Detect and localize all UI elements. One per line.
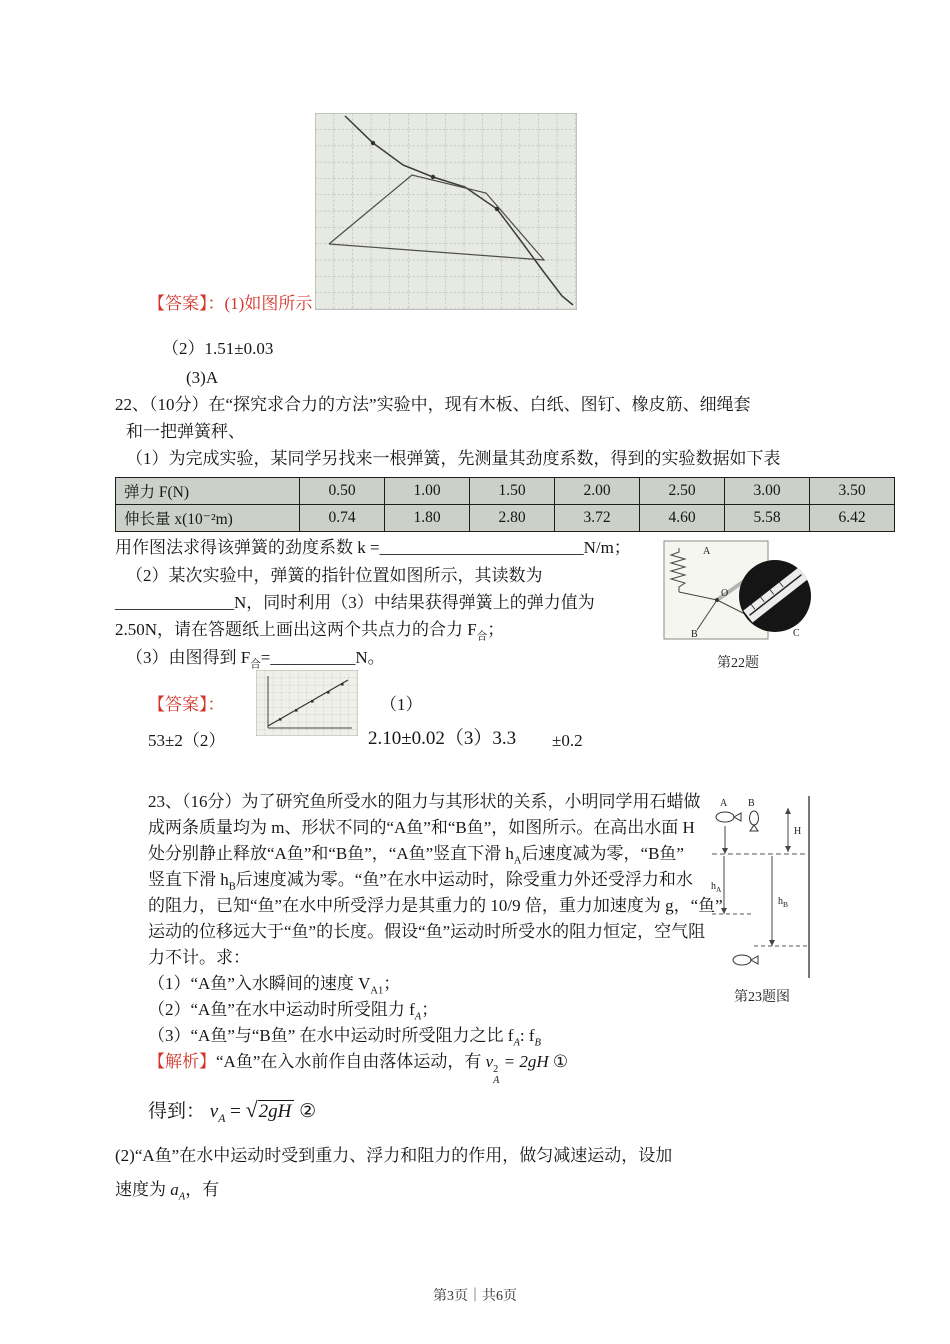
q23-item3 (148, 1025, 541, 1050)
figure-q23 (710, 796, 814, 1006)
q22-part2-line3 (115, 619, 504, 644)
data-point (295, 709, 298, 712)
q22-figure-svg (663, 540, 813, 644)
answer22-graph (256, 670, 358, 741)
table-cell: 5.58 (725, 505, 810, 532)
q22-k-blank-line: 用作图法求得该弹簧的劲度系数 k =________________________N/m； (115, 538, 631, 557)
h-a-subscript: A (513, 855, 522, 867)
text-segment: （3）“A鱼”与“B鱼” 在水中运动时所受阻力之比 f (148, 1026, 514, 1045)
f-he-subscript: 合 (476, 631, 488, 643)
table-cell: 1.80 (385, 505, 470, 532)
arrowhead (785, 846, 791, 852)
h-b-sub: B (783, 900, 789, 909)
text-segment: =__________N。 (260, 648, 385, 667)
a-symbol: a (170, 1180, 179, 1199)
q22-data-table (115, 477, 895, 532)
radicand: 2gH (258, 1100, 295, 1122)
equals-sign: = (230, 1101, 241, 1122)
v-exponent: 2 (493, 1064, 499, 1076)
table-cell: 2.50 (640, 478, 725, 505)
table-cell: 2.80 (470, 505, 555, 532)
answer22-label: 【答案】： (148, 695, 225, 714)
f-a-subscript: A (414, 1011, 422, 1023)
text-segment: 速度为 (115, 1180, 171, 1199)
solution-text: “A鱼”在入水前作自由落体运动，有 (216, 1052, 482, 1071)
table-row-force (116, 478, 895, 505)
v-subscript: A (493, 1074, 500, 1086)
data-point (341, 683, 344, 686)
table-header-force: 弹力 F(N) (116, 478, 300, 505)
q23-item1 (148, 973, 400, 998)
q23-line4 (148, 869, 693, 894)
v-symbol: v (209, 1101, 219, 1122)
answer22-seg2: 2.10±0.02（3）3.3 (368, 728, 517, 749)
answer21-line2: （2）1.51±0.03 (162, 339, 274, 358)
fish-a-icon (716, 812, 741, 822)
figure-q23-caption: 第23题图 (734, 990, 790, 1005)
equation-rhs: = 2gH (503, 1052, 549, 1071)
text-segment: 2.50N，请在答题纸上画出这两个共点力的合力 F (115, 620, 477, 639)
f-a-subscript: A (513, 1037, 520, 1049)
q22-data-table-wrap (115, 477, 895, 532)
v-symbol: v (485, 1052, 494, 1071)
text-segment: 竖直下滑 h (148, 870, 229, 889)
label-h-b (778, 896, 788, 909)
label-h: H (794, 826, 802, 837)
figure-q22-caption: 第22题 (717, 656, 759, 671)
solution-line1 (148, 1051, 568, 1087)
text-segment: : f (519, 1026, 535, 1045)
top-graph-svg (315, 113, 577, 310)
table-row-extension (116, 505, 895, 532)
q22-intro-line2: 和一把弹簧秤、 (126, 422, 245, 441)
arrowhead (722, 848, 728, 854)
table-cell: 1.50 (470, 478, 555, 505)
f-b-subscript: B (534, 1037, 541, 1049)
q22-intro-line1: 22、（10分）在“探究求合力的方法”实验中，现有木板、白纸、图钉、橡皮筋、细绳套 (115, 395, 751, 414)
solution-label: 【解析】 (148, 1052, 216, 1071)
answer22-seg1: 53±2（2） (148, 731, 226, 750)
data-point (327, 691, 330, 694)
graph-grid (316, 114, 576, 309)
text-segment: 后速度减为零，“B鱼” (521, 844, 684, 863)
text-segment: 处分别静止释放“A鱼”和“B鱼”，“A鱼”竖直下滑 h (148, 844, 514, 863)
text-segment: 后速度减为零。“鱼”在水中运动时，除受重力外还受浮力和水 (235, 870, 693, 889)
text-segment: ； (487, 620, 505, 639)
label-c: C (793, 628, 800, 639)
equation-number-2: ② (299, 1101, 317, 1122)
q23-line1: 23、（16分）为了研究鱼所受水的阻力与其形状的关系，小明同学用石蜡做 (148, 792, 701, 811)
answer22-seg3: ±0.2 (552, 731, 583, 750)
table-cell: 6.42 (810, 505, 895, 532)
q23-item2 (148, 999, 438, 1024)
label-o: O (721, 588, 729, 599)
solution-part2-line2 (115, 1179, 219, 1204)
solution-text: 得到： (148, 1101, 206, 1122)
table-header-extension: 伸长量 x(10⁻²m) (116, 505, 300, 532)
graph-point (431, 175, 435, 179)
answer22-graph-svg (256, 670, 358, 736)
text-segment: ； (421, 1000, 439, 1019)
text-segment: （3）由图得到 F (126, 648, 251, 667)
table-cell: 3.00 (725, 478, 810, 505)
point-o (715, 598, 719, 602)
solution-line2 (148, 1096, 316, 1126)
label-fish-a: A (720, 798, 728, 809)
figure-q22 (663, 540, 813, 672)
text-segment: （1）“A鱼”入水瞬间的速度 V (148, 974, 371, 993)
q23-line3 (148, 843, 684, 868)
q22-part1-line: （1）为完成实验，某同学另找来一根弹簧，先测量其劲度系数，得到的实验数据如下表 (126, 449, 781, 468)
table-cell: 2.00 (555, 478, 640, 505)
arrowhead (721, 908, 727, 914)
answer21-line1: 【答案】：(1)如图所示 (148, 294, 313, 313)
data-point (311, 700, 314, 703)
formula-v-squared (485, 1052, 549, 1086)
text-segment: （2）“A鱼”在水中运动时所受阻力 f (148, 1000, 415, 1019)
label-fish-b: B (748, 798, 755, 809)
page-footer: 第3页｜共6页 (433, 1289, 517, 1304)
h-symbol: h (711, 881, 716, 892)
radical-sign: √ (245, 1098, 258, 1122)
text-segment: ； (383, 974, 401, 993)
table-cell: 0.74 (300, 505, 385, 532)
q22-part2-line1: （2）某次实验中，弹簧的指针位置如图所示，其读数为 (126, 566, 543, 585)
h-symbol: h (778, 896, 783, 907)
table-cell: 1.00 (385, 478, 470, 505)
solution-part2-line1: (2)“A鱼”在水中运动时受到重力、浮力和阻力的作用，做匀减速运动，设加 (115, 1146, 673, 1165)
q23-line6: 运动的位移远大于“鱼”的长度。假设“鱼”运动时所受水的阻力恒定，空气阻 (148, 922, 706, 941)
table-cell: 0.50 (300, 478, 385, 505)
h-a-sub: A (716, 885, 722, 894)
v-a1-subscript: A1 (370, 985, 384, 997)
graph-point (371, 141, 375, 145)
fish-bottom-icon (733, 955, 758, 965)
sqrt-expression (245, 1098, 295, 1122)
q23-line5: 的阻力，已知“鱼”在水中所受浮力是其重力的 10/9 倍，重力加速度为 g，“鱼” (148, 896, 723, 915)
label-a: A (703, 546, 711, 557)
f-he-subscript: 合 (250, 659, 261, 671)
q23-figure-svg (710, 796, 812, 978)
fish-b-icon (750, 811, 759, 831)
formula-v-sqrt (209, 1098, 295, 1125)
label-h-a (711, 881, 722, 894)
q22-part3-line (126, 647, 385, 672)
answer21-line3: (3)A (186, 368, 219, 387)
arrowhead (785, 808, 791, 814)
label-b: B (691, 629, 698, 640)
q22-part2-line2: ______________N，同时利用（3）中结果获得弹簧上的弹力值为 (115, 593, 595, 612)
v-supsub (493, 1065, 499, 1086)
table-cell: 3.72 (555, 505, 640, 532)
text-segment: ，有 (185, 1180, 220, 1199)
table-cell: 4.60 (640, 505, 725, 532)
q23-line2: 成两条质量均为 m、形状不同的“A鱼”和“B鱼”，如图所示。在高出水面 H (148, 818, 695, 837)
data-point (279, 718, 282, 721)
a-subscript: A (178, 1191, 186, 1203)
h-b-subscript: B (228, 881, 236, 893)
v-subscript: A (218, 1111, 226, 1125)
figure-top-graph (315, 113, 577, 315)
equation-number-1: ① (552, 1052, 569, 1071)
answer22-part1: （1） (380, 695, 423, 714)
arrowhead (769, 940, 775, 946)
table-cell: 3.50 (810, 478, 895, 505)
q23-line7: 力不计。求： (148, 948, 250, 967)
